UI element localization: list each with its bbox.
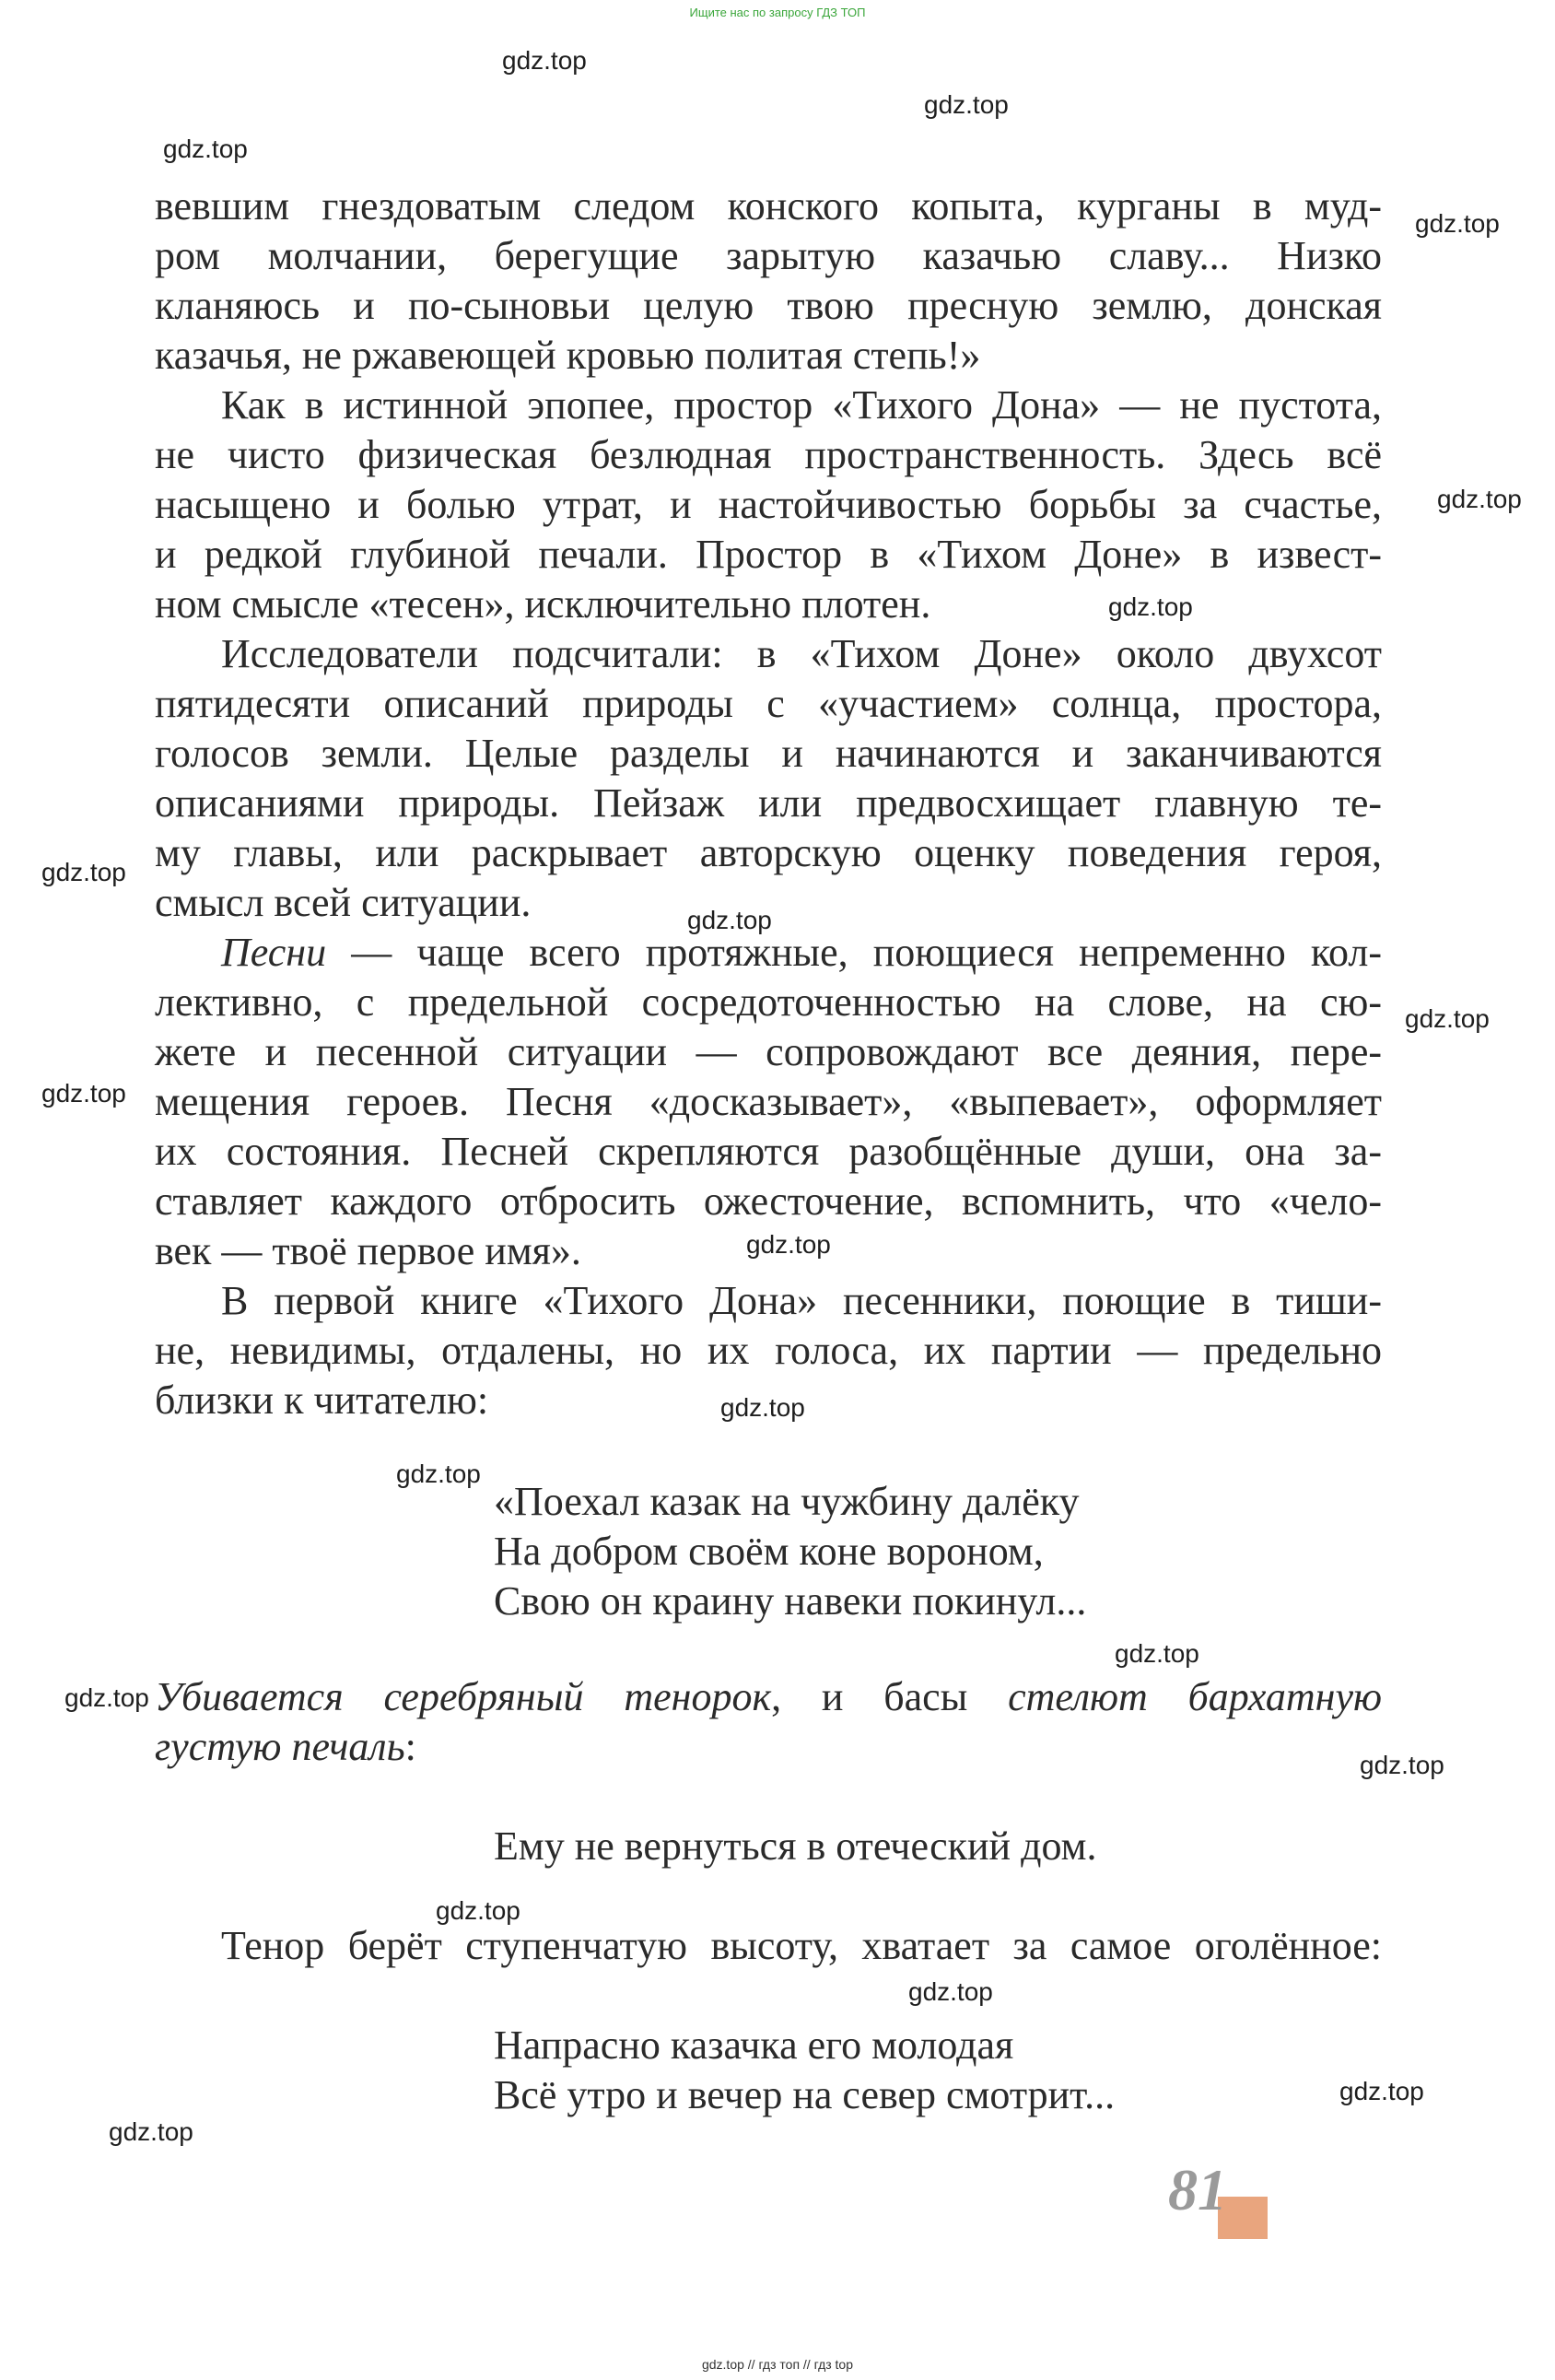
text-line: жете и песенной ситуации — сопровождают все деяния, пере- [155, 1029, 1382, 1074]
song-verse [494, 1477, 1086, 1626]
watermark: gdz.top [687, 906, 772, 934]
paragraph-1 [155, 182, 1382, 381]
watermark: gdz.top [1115, 1639, 1199, 1668]
watermark: gdz.top [41, 858, 126, 886]
text-line: Как в истинной эпопее, простор «Тихого Дона» — не пустота, [221, 382, 1382, 428]
text-line: смысл всей ситуации. [155, 880, 532, 925]
text-line: кланяюсь и по-сыновьи целую твою пресную землю, донская [155, 283, 1382, 328]
watermark: gdz.top [1437, 485, 1522, 513]
verse-line: Всё утро и вечер на север смотрит... [494, 2072, 1116, 2117]
watermark: gdz.top [41, 1079, 126, 1108]
verse-line: Напрасно казачка его молодая [494, 2022, 1014, 2068]
italic-phrase: стелют бархатную [1008, 1674, 1382, 1719]
song-verse [494, 1822, 1096, 1871]
watermark: gdz.top [1339, 2077, 1424, 2105]
paragraph-5 [155, 1276, 1382, 1425]
watermark: gdz.top [163, 135, 248, 163]
paragraph-4 [155, 928, 1382, 1276]
text-line: не чисто физическая безлюдная пространственность. Здесь всё [155, 432, 1382, 477]
text-line: казачья, не ржавеющей кровью политая степь!» [155, 333, 981, 378]
text-line: век — твоё первое имя». [155, 1228, 581, 1273]
paragraph-3 [155, 629, 1382, 928]
watermark: gdz.top [436, 1896, 520, 1925]
text-line: их состояния. Песней скрепляются разобщённые души, она за- [155, 1129, 1382, 1174]
watermark: gdz.top [1415, 209, 1500, 238]
watermark: gdz.top [720, 1393, 805, 1422]
paragraph-6 [155, 1672, 1382, 1772]
text-fragment: — чаще всего протяжные, поющиеся непременно кол- [326, 930, 1382, 975]
body-text [155, 182, 1382, 1425]
text-line: лективно, с предельной сосредоточенностью на слове, на сю- [155, 979, 1382, 1025]
text-line: вевшим гнездоватым следом конского копыта, курганы в муд- [155, 183, 1382, 229]
text-fragment: , и басы [771, 1674, 1009, 1719]
text-line [155, 1672, 1382, 1722]
watermark: gdz.top [64, 1683, 149, 1712]
paragraph-2 [155, 381, 1382, 629]
song-verse [494, 2021, 1115, 2120]
text-line [155, 928, 1382, 978]
watermark: gdz.top [109, 2117, 193, 2146]
verse-line: Свою он краину навеки покинул... [494, 1578, 1087, 1624]
italic-phrase: Убивается серебряный тенорок [155, 1674, 772, 1719]
page-number: 81 [1168, 2157, 1227, 2222]
header-note: Ищите нас по запросу ГДЗ ТОП [689, 6, 866, 19]
text-line: не, невидимы, отдалены, но их голоса, их партии — предельно [155, 1328, 1382, 1373]
text-line: Исследователи подсчитали: в «Тихом Доне» около двухсот [221, 631, 1382, 676]
watermark: gdz.top [1360, 1751, 1444, 1779]
watermark: gdz.top [924, 90, 1009, 119]
text-line: ном смысле «тесен», исключительно плотен. [155, 581, 931, 627]
italic-term: Песни [221, 930, 327, 975]
text-line: насыщено и болью утрат, и настойчивостью борьбы за счастье, [155, 482, 1382, 527]
text-line [155, 1722, 1382, 1772]
text-line: Тенор берёт ступенчатую высоту, хватает за самое оголённое: [221, 1923, 1382, 1968]
text-line: му главы, или раскрывает авторскую оценку поведения героя, [155, 830, 1382, 875]
paragraph-7 [155, 1921, 1382, 1971]
verse-line: Ему не вернуться в отеческий дом. [494, 1823, 1097, 1869]
watermark: gdz.top [1108, 592, 1193, 621]
text-line: голосов земли. Целые разделы и начинаются и заканчиваются [155, 731, 1382, 776]
text-line: мещения героев. Песня «досказывает», «выпевает», оформляет [155, 1079, 1382, 1124]
footer-note: gdz.top // гдз топ // гдз top [701, 2357, 854, 2372]
watermark: gdz.top [1405, 1004, 1490, 1033]
verse-line: На добром своём коне вороном, [494, 1529, 1044, 1574]
italic-phrase: густую печаль [155, 1724, 405, 1769]
watermark: gdz.top [396, 1460, 481, 1488]
watermark: gdz.top [908, 1977, 993, 2006]
text-line: ставляет каждого отбросить ожесточение, вспомнить, что «чело- [155, 1178, 1382, 1224]
watermark: gdz.top [502, 46, 587, 75]
text-line: описаниями природы. Пейзаж или предвосхищает главную те- [155, 780, 1382, 826]
text-line: пятидесяти описаний природы с «участием» солнца, простора, [155, 681, 1382, 726]
text-line: В первой книге «Тихого Дона» песенники, поющие в тиши- [221, 1278, 1382, 1323]
text-line: близки к читателю: [155, 1378, 489, 1423]
text-line: ром молчании, берегущие зарытую казачью славу... Низко [155, 233, 1382, 278]
watermark: gdz.top [746, 1230, 831, 1259]
text-line: и редкой глубиной печали. Простор в «Тихом Доне» в извест- [155, 532, 1382, 577]
verse-line: «Поехал казак на чужбину далёку [494, 1479, 1080, 1524]
text-fragment: : [404, 1724, 416, 1769]
